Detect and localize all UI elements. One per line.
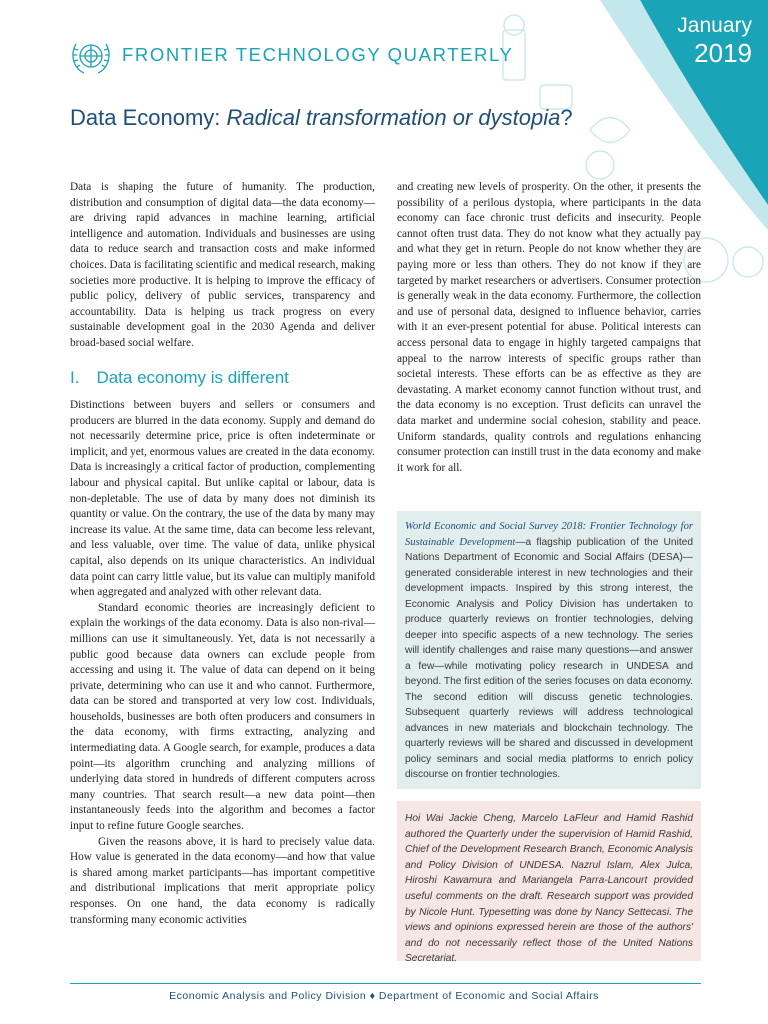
title-main: Data Economy: xyxy=(70,105,227,130)
survey-info-box xyxy=(397,511,701,789)
publication-name: FRONTIER TECHNOLOGY QUARTERLY xyxy=(122,44,514,65)
title-italic: Radical transformation or dystopia xyxy=(226,105,561,130)
section-heading: I. Data economy is different xyxy=(70,368,289,387)
right-column-body: and creating new levels of prosperity. On the other, it presents the possibility of a perilous dystopia, where participants in the data economy can face chronic trust deficits and insecurity. People cannot often trust data. They do not know what they actually pay and what they get in return. People do not know whether they are paying more or less than others. They do not know if they are targeted by market researchers or advertisers. Consumer protection is generally weak in the data economy. Furthermore, the collection and use of personal data, designed to influence behavior, carries with it an ever-present potential for abuse. Political interests can access personal data to engage in highly targeted campaigns that appeal to the narrow interests of specific groups rather than societal interests. These efforts can be as effective as they are devastating. A market economy cannot function without trust, and the data economy is no exception. Trust deficits can unravel the data market and undermine social cohesion, stability and peace. Uniform standards, quality controls and regulations enhancing consumer protection can instill trust in the data economy and make it work for all. xyxy=(397,181,701,474)
un-emblem-icon xyxy=(68,36,114,78)
page-title xyxy=(70,105,573,131)
body-paragraph: Given the reasons above, it is hard to precisely value data. How value is generated in the data economy—and how that value is shared among market participants—has important competitive and distributional implications that merit appropriate policy responses. On one hand, the data economy is radically transforming many economic activities xyxy=(70,835,375,926)
body-paragraph: Standard economic theories are increasingly deficient to explain the workings of the data economy. Data is also non-rival—millions can use it simultaneously. Yet, data is not necessarily a public good because data owners can exclude people from accessing and using it. The value of data can depend on it being private, determining who can use it and who cannot. Furthermore, data can be stored and transported at very low cost. Individuals, households, businesses are both often producers and consumers in the data economy, with firms extracting, analyzing and intermediating data. A Google search, for example, produces a data point—its algorithm crunching and analyzing millions of underlying data stored in hundreds of different computers across many countries. That search result—a new data point—then instantaneously feeds into the algorithm and becomes a factor input to refine future Google searches. xyxy=(70,601,375,833)
footer-divider xyxy=(70,983,701,984)
left-column-body xyxy=(70,398,375,928)
survey-info-text xyxy=(405,519,693,783)
footer-text: Economic Analysis and Policy Division ♦ Department of Economic and Social Affairs xyxy=(169,990,599,1002)
body-paragraph: Distinctions between buyers and sellers or consumers and producers are blurred in the data economy. Supply and demand do not necessarily determine price, price is often indeterminate or implicit, and yet, enormous values are created in the data economy. Data is increasingly a critical factor of production, complementing labour and physical capital. But unlike capital or labour, data is non-depletable. The use of data by many does not diminish its quantity or value. On the contrary, the use of the data by many may increase its value. At the same time, data can become less relevant, and less valuable, over time. The value of data, unlike physical capital, also depends on its unique characteristics. An individual data point can carry little value, but its value can multiply manifold when aggregated and analyzed with other relevant data. xyxy=(70,399,375,599)
issue-year: 2019 xyxy=(694,38,752,68)
survey-description: —a flagship publication of the United Nations Department of Economic and Social Affairs (DESA)—generated considerable interest in new technologies and their development impacts. Inspired by this strong interest, the Economic Analysis and Policy Division has undertaken to produce quarterly reviews on frontier technologies, delving deeper into specific aspects of a new technology. The series will identify challenges and raise many questions—and answer a few—while motivating policy research in UNDESA and beyond. The first edition of the series focuses on data economy. The second edition will discuss genetic technologies. Subsequent quarterly reviews will address technological advances in new materials and blockchain technology. The quarterly reviews will be shared and discussed in development policy seminars and social media platforms to enrich policy discourse on frontier technologies. xyxy=(405,536,693,780)
intro-paragraph: Data is shaping the future of humanity. The production, distribution and consumption of digital data—the data economy—are driving rapid advances in machine learning, artificial intelligence and automation. Individuals and businesses are using data to reduce search and transaction costs and make informed choices. Data is facilitating scientific and medical research, making societies more productive. It is helping to improve the efficacy of public policy, delivery of public services, transparency and accountability. Data is helping us track progress on every sustainable development goal in the 2030 Agenda and deliver broad-based social welfare. xyxy=(70,181,375,349)
authors-box xyxy=(397,801,701,965)
survey-title: World Economic and Social Survey 2018: Frontier Technology for Sustainable Development xyxy=(405,521,693,548)
authors-text: Hoi Wai Jackie Cheng, Marcelo LaFleur and Hamid Rashid authored the Quarterly under the supervision of Hamid Rashid, Chief of the Development Research Branch, Economic Analysis and Policy Division of UNDESA. Nazrul Islam, Alex Julca, Hiroshi Kawamura and Mariangela Parra-Lancourt provided useful comments on the draft. Research support was provided by Nicole Hunt. Typesetting was done by Nancy Settecasi. The views and opinions expressed herein are those of the authors' and do not necessarily reflect those of the United Nations Secretariat. xyxy=(405,813,693,965)
title-end: ? xyxy=(560,105,573,130)
issue-month: January xyxy=(677,14,752,37)
